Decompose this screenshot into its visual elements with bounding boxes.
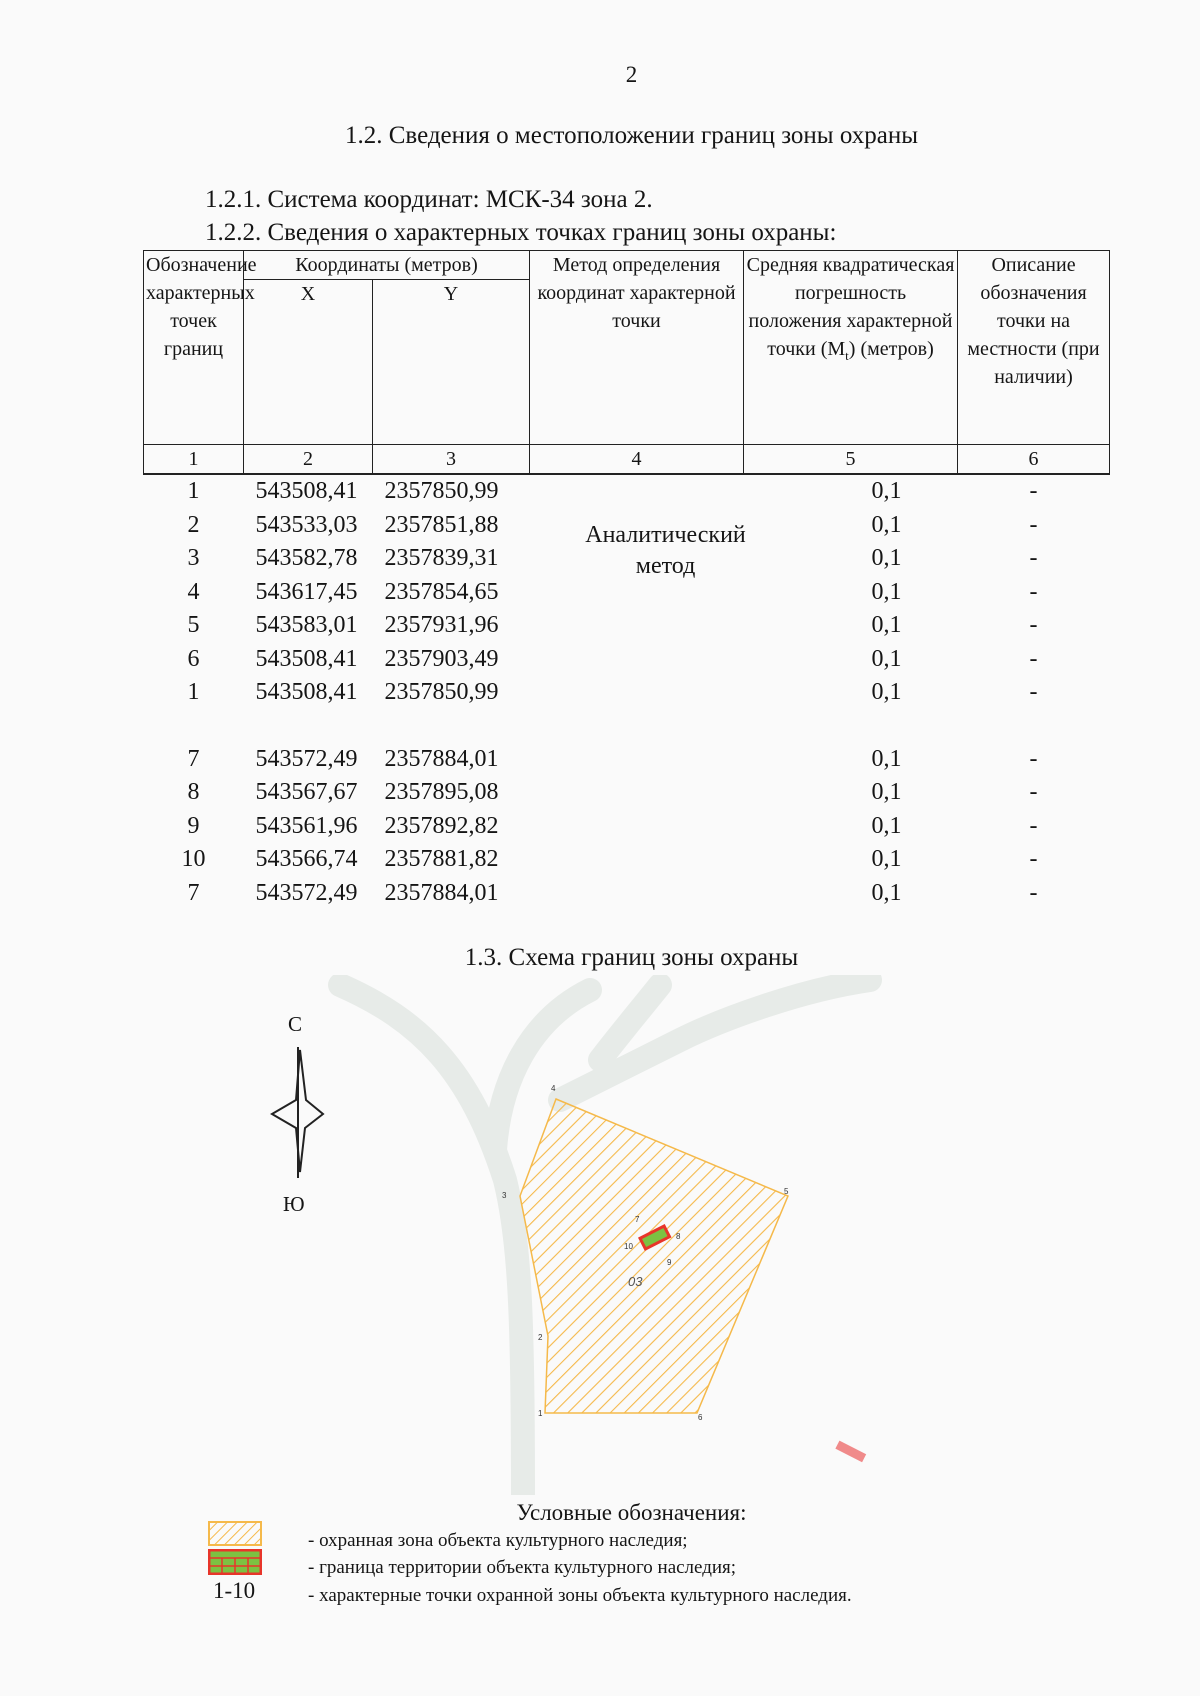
error-cell: 0,1: [871, 645, 902, 672]
x-cell: 543533,03: [255, 511, 358, 538]
x-cell: 543572,49: [255, 745, 358, 772]
point-cell: 1: [187, 679, 200, 705]
point-cell: 8: [187, 779, 200, 805]
description-cell: -: [1029, 846, 1038, 872]
point-cell: 10: [181, 846, 206, 872]
y-cell: 2357892,82: [384, 812, 499, 839]
description-cell: -: [1029, 612, 1038, 638]
description-cell: -: [1029, 812, 1038, 839]
y-cell: 2357895,08: [384, 779, 499, 805]
legend-item-zone: - охранная зона объекта культурного наследия;: [308, 1530, 688, 1551]
header-y: Y: [373, 280, 530, 445]
y-cell: 2357884,01: [384, 745, 499, 772]
y-cell: 2357839,31: [384, 545, 499, 571]
header-coordinates: Координаты (метров): [244, 251, 530, 280]
error-cell: 0,1: [871, 879, 902, 906]
description-cell: -: [1029, 679, 1038, 705]
north-arrow: [272, 1047, 323, 1178]
point-cell: 5: [187, 612, 200, 638]
coordinates-table: [143, 250, 1110, 910]
point-cell: 3: [187, 545, 200, 571]
point-label-3: 3: [502, 1191, 507, 1200]
point-label-10: 10: [624, 1242, 633, 1251]
zone-number-label: 03: [628, 1274, 643, 1289]
header-x: X: [244, 280, 373, 445]
description-cell: -: [1029, 745, 1038, 772]
column-number: 1: [144, 445, 244, 475]
y-cell: 2357881,82: [384, 846, 499, 872]
points-heading-line: 1.2.2. Сведения о характерных точках границ зоны охраны:: [205, 219, 837, 246]
legend-item-territory: - граница территории объекта культурного наследия;: [308, 1557, 737, 1578]
x-cell: 543582,78: [255, 545, 358, 571]
point-cell: 6: [187, 645, 200, 672]
legend-item-points: - характерные точки охранной зоны объекта культурного наследия.: [308, 1585, 852, 1606]
description-cell: -: [1029, 779, 1038, 805]
error-cell: 0,1: [871, 745, 902, 772]
column-number: 2: [244, 445, 373, 475]
error-cell: 0,1: [871, 679, 902, 705]
header-error: Средняя квадратическая погрешность положения характерной точки $(M_t)$ (метров): [744, 251, 958, 445]
point-cell: 2: [187, 511, 200, 538]
x-cell: 543572,49: [255, 879, 358, 906]
point-label-9: 9: [667, 1258, 672, 1267]
y-cell: 2357903,49: [384, 645, 499, 672]
page-number: 2: [625, 62, 638, 87]
compass-north-label: С: [288, 1012, 303, 1036]
legend-points-label: 1-10: [213, 1578, 256, 1603]
description-cell: -: [1029, 545, 1038, 571]
error-cell: 0,1: [871, 846, 902, 872]
error-cell: 0,1: [871, 612, 902, 638]
legend-title: Условные обозначения:: [516, 1500, 747, 1525]
point-label-1: 1: [538, 1409, 543, 1418]
section-title: 1.2. Сведения о местоположении границ зоны охраны: [344, 122, 919, 149]
x-cell: 543583,01: [255, 612, 358, 638]
header-method: Метод определения координат характерной точки: [530, 251, 744, 445]
coordinate-system-line: 1.2.1. Система координат: МСК-34 зона 2.: [205, 186, 653, 213]
header-point: Обозначение характерных точек границ: [144, 251, 244, 445]
description-cell: -: [1029, 879, 1038, 906]
y-cell: 2357850,99: [384, 478, 499, 504]
error-cell: 0,1: [871, 779, 902, 805]
point-cell: 9: [187, 812, 200, 839]
table-row: [144, 474, 1110, 509]
x-cell: 543561,96: [255, 812, 358, 839]
x-cell: 543508,41: [255, 645, 358, 672]
point-cell: 4: [187, 578, 200, 605]
column-number: 6: [958, 445, 1110, 475]
error-cell: 0,1: [871, 578, 902, 605]
point-label-6: 6: [698, 1413, 703, 1422]
y-cell: 2357850,99: [384, 679, 499, 705]
point-label-8: 8: [676, 1232, 681, 1241]
error-cell: 0,1: [871, 812, 902, 839]
stray-marker: [835, 1441, 866, 1463]
column-number: 5: [744, 445, 958, 475]
description-cell: -: [1029, 578, 1038, 605]
y-cell: 2357851,88: [384, 511, 499, 538]
description-cell: -: [1029, 645, 1038, 672]
y-cell: 2357931,96: [384, 612, 499, 638]
method-cell: [530, 474, 744, 910]
protection-zone: [520, 1099, 788, 1413]
legend-territory-symbol: [208, 1549, 262, 1575]
x-cell: 543508,41: [255, 478, 358, 504]
column-number: 3: [373, 445, 530, 475]
point-label-2: 2: [538, 1333, 543, 1342]
y-cell: 2357854,65: [384, 578, 499, 605]
x-cell: 543567,67: [255, 779, 358, 805]
y-cell: 2357884,01: [384, 879, 499, 906]
x-cell: 543617,45: [255, 578, 358, 605]
scheme-title: 1.3. Схема границ зоны охраны: [464, 944, 799, 971]
description-cell: -: [1029, 478, 1038, 504]
error-cell: 0,1: [871, 478, 902, 504]
header-description: Описание обозначения точки на местности (при наличии): [958, 251, 1110, 445]
x-cell: 543508,41: [255, 679, 358, 705]
point-cell: 1: [187, 478, 200, 504]
compass-south-label: Ю: [283, 1192, 305, 1216]
point-label-4: 4: [551, 1084, 556, 1093]
error-cell: 0,1: [871, 545, 902, 571]
point-cell: 7: [187, 879, 200, 906]
description-cell: -: [1029, 511, 1038, 538]
point-label-7: 7: [635, 1215, 640, 1224]
point-cell: 7: [187, 745, 200, 772]
boundary-scheme-map: [0, 975, 1200, 1495]
method-value: Аналитический метод: [585, 521, 746, 579]
legend-zone-symbol: [208, 1521, 262, 1546]
error-cell: 0,1: [871, 511, 902, 538]
point-label-5: 5: [784, 1187, 789, 1196]
x-cell: 543566,74: [255, 846, 358, 872]
column-number: 4: [530, 445, 744, 475]
